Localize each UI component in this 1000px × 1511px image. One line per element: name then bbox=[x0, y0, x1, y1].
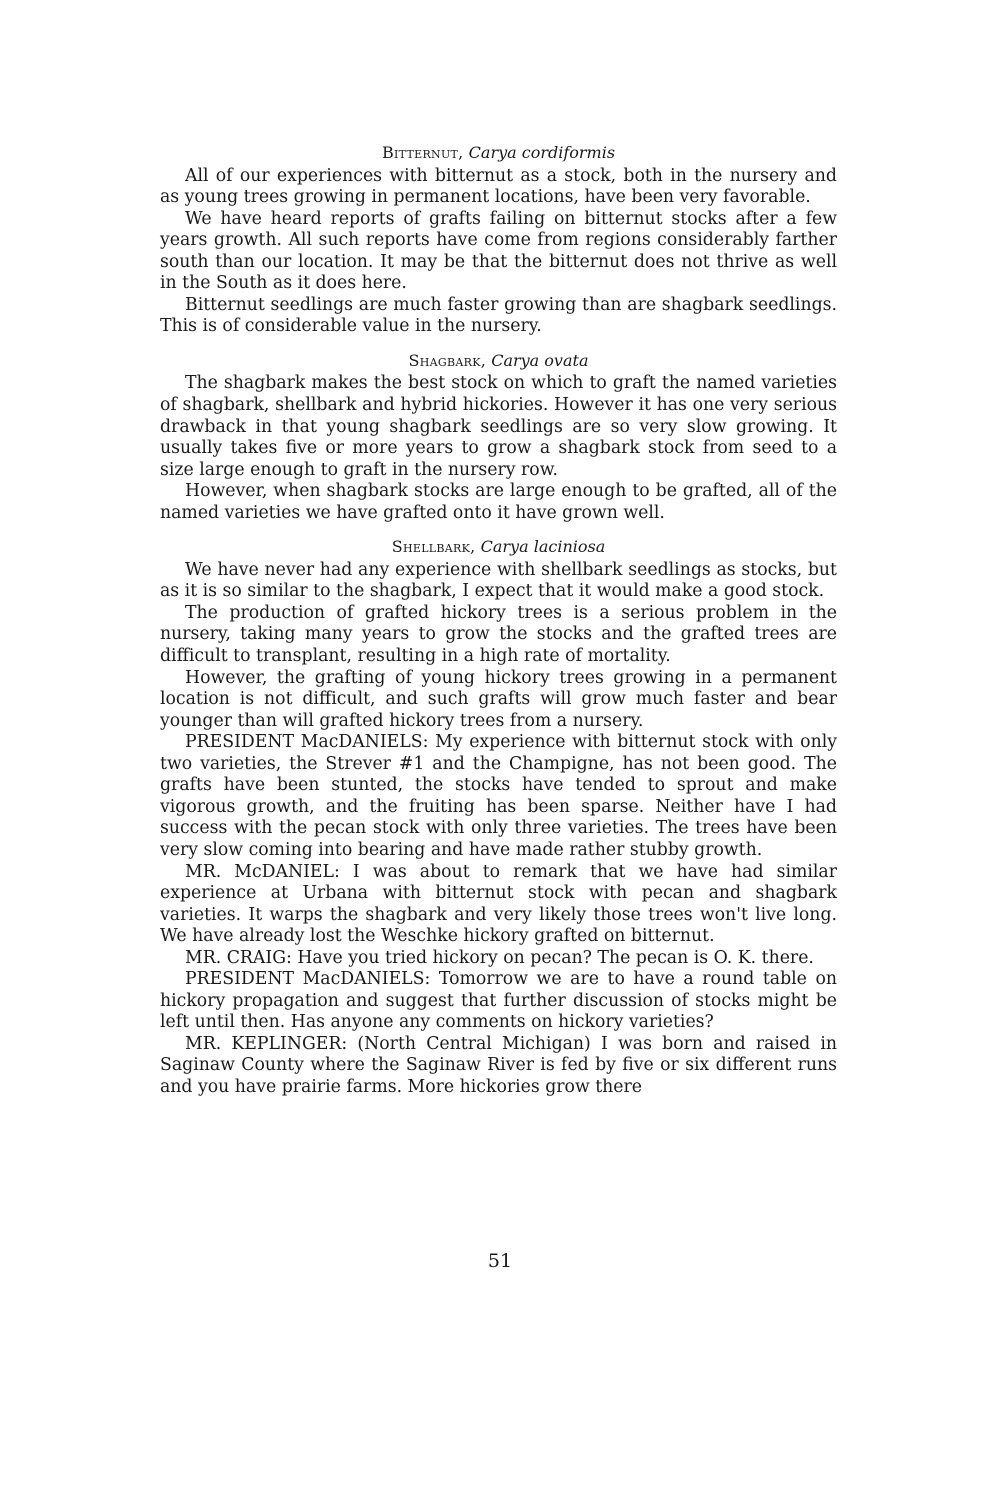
paragraph: The shagbark makes the best stock on which to graft the named varieties of shagbark, shellbark and hybrid hickories. However it has one very serious drawback in that young shagbark seedlings are so very slow growing. It usually takes five or more years to grow a shagbark stock from seed to a size large enough to graft in the nursery row. bbox=[160, 373, 837, 480]
paragraph: MR. KEPLINGER: (North Central Michigan) I was born and raised in Saginaw County where the Saginaw River is fed by five or six different runs and you have prairie farms. More hickories grow there bbox=[160, 1033, 837, 1097]
paragraph: PRESIDENT MacDANIELS: Tomorrow we are to have a round table on hickory propagation and suggest that further discussion of stocks might be left until then. Has anyone any comments on hickory varieties? bbox=[160, 969, 837, 1033]
section-heading-shagbark bbox=[160, 350, 837, 372]
paragraph: We have never had any experience with shellbark seedlings as stocks, but as it is so similar to the shagbark, I expect that it would make a good stock. bbox=[160, 559, 837, 602]
paragraph: However, the grafting of young hickory trees growing in a permanent location is not difficult, and such grafts will grow much faster and bear younger than will grafted hickory trees from a nursery. bbox=[160, 667, 837, 731]
paragraph: The production of grafted hickory trees is a serious problem in the nursery, taking many years to grow the stocks and the grafted trees are difficult to transplant, resulting in a high rate of mortality. bbox=[160, 602, 837, 667]
section-heading-shellbark bbox=[160, 536, 837, 558]
heading-latin-name: Carya laciniosa bbox=[480, 537, 606, 557]
paragraph: MR. CRAIG: Have you tried hickory on pecan? The pecan is O. K. there. bbox=[185, 947, 814, 968]
section-heading-bitternut bbox=[160, 142, 837, 164]
paragraph: However, when shagbark stocks are large enough to be grafted, all of the named varieties we have grafted onto it have grown well. bbox=[160, 481, 837, 523]
heading-latin-name: Carya cordiformis bbox=[468, 143, 616, 162]
paragraph: All of our experiences with bitternut as a stock, both in the nursery and as young trees growing in permanent locations, have been very favorable. bbox=[160, 165, 837, 208]
page-text-column bbox=[160, 142, 837, 1099]
paragraph: We have heard reports of grafts failing on bitternut stocks after a few years growth. All such reports have come from regions considerably farther south than our location. It may be that the bitternut does not thrive as well in the South as it does here. bbox=[160, 208, 837, 294]
paragraph: Bitternut seedlings are much faster growing than are shagbark seedlings. This is of considerable value in the nursery. bbox=[160, 294, 837, 337]
heading-common-name: Shellbark, bbox=[391, 537, 476, 557]
paragraph: MR. McDANIEL: I was about to remark that we have had similar experience at Urbana with bitternut stock with pecan and shagbark varieties. It warps the shagbark and very likely those trees won't live long. We have already lost the Weschke hickory grafted on bitternut. bbox=[160, 861, 837, 947]
heading-common-name: Bitternut, bbox=[381, 143, 464, 162]
paragraph: PRESIDENT MacDANIELS: My experience with bitternut stock with only two varieties, the Strever #1 and the Champigne, has not been good. The grafts have been stunted, the stocks have tended to sprout and make vigorous growth, and the fruiting has been sparse. Neither have I had success with the pecan stock with only three varieties. The trees have been very slow coming into bearing and have made rather stubby growth. bbox=[160, 732, 837, 860]
heading-latin-name: Carya ovata bbox=[491, 350, 589, 370]
page-number: 51 bbox=[487, 1250, 513, 1272]
heading-common-name: Shagbark, bbox=[408, 350, 487, 370]
